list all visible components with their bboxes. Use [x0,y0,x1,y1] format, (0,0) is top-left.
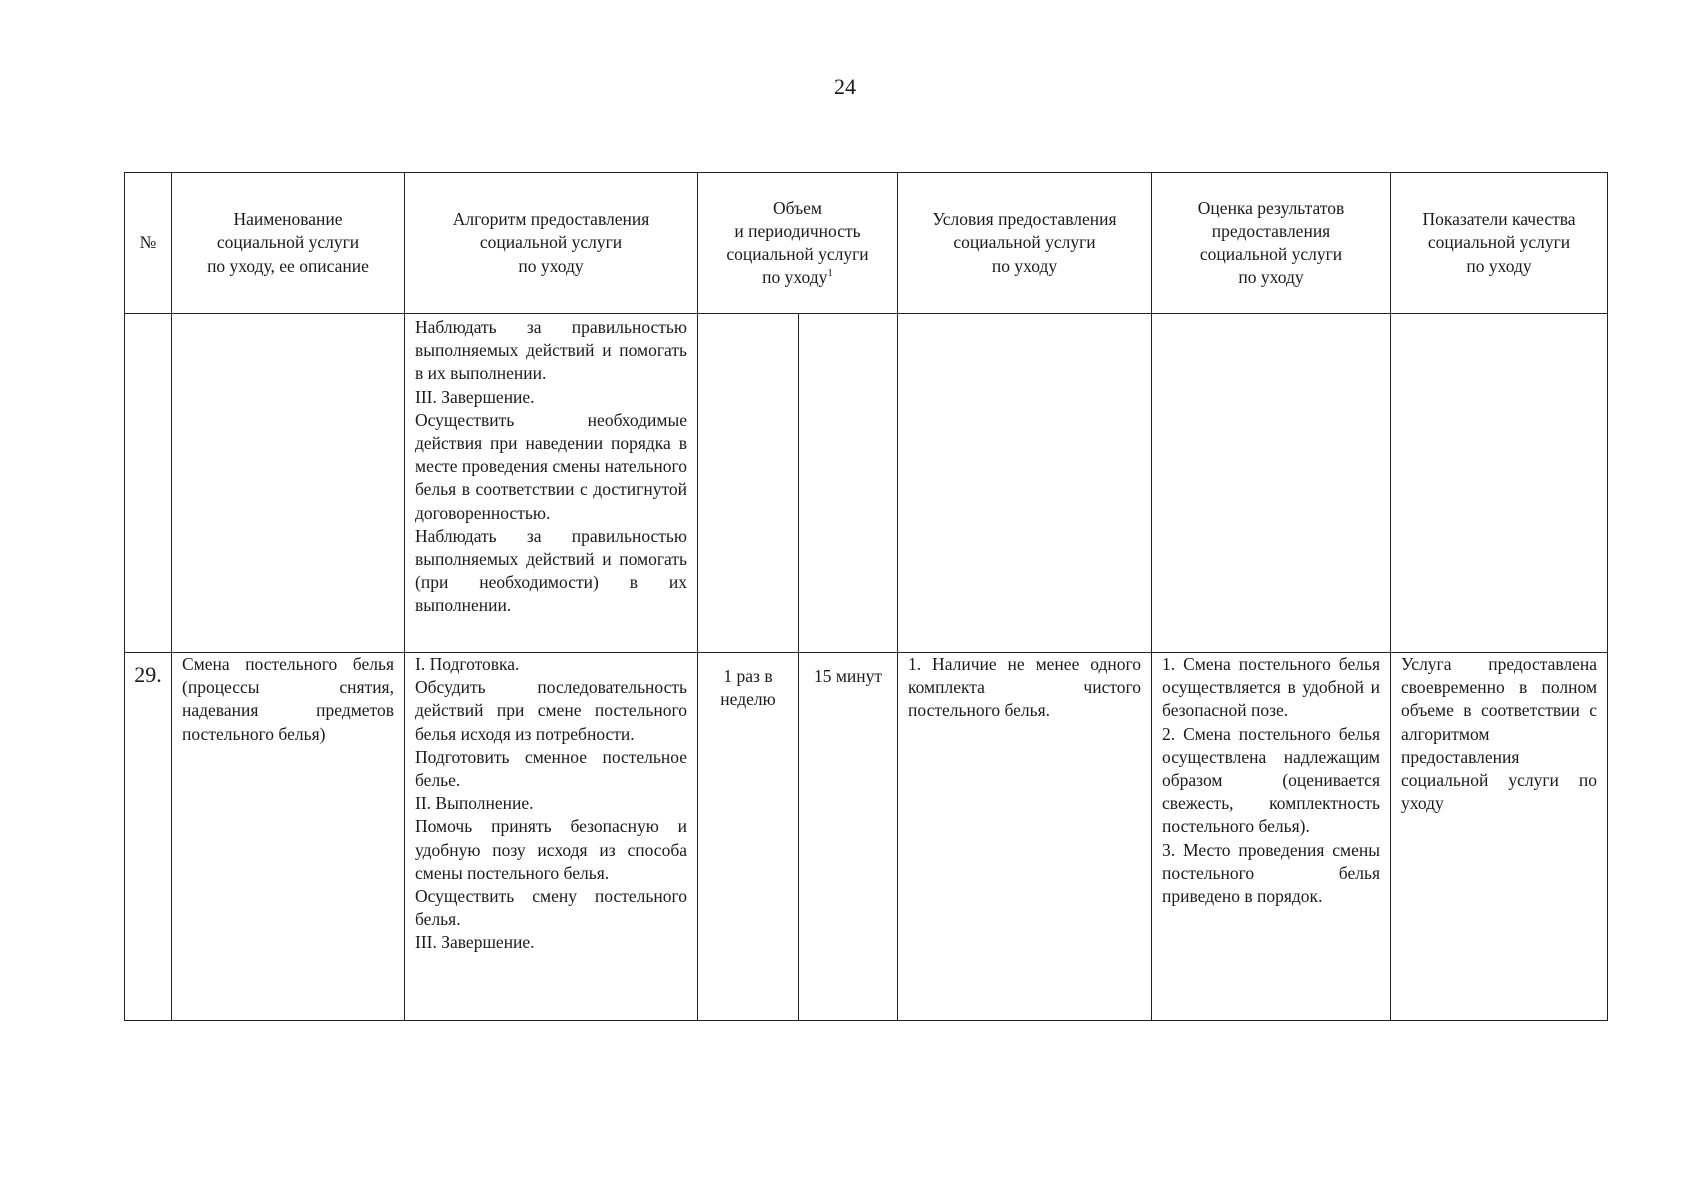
evaluation-item: 3. Место проведения смены постельного белья приведено в порядок. [1162,839,1381,907]
cell-evaluation [1152,653,1391,1021]
header-quality [1391,173,1608,314]
header-line: Показатели качества [1422,209,1576,230]
header-line: по уходу, ее описание [207,255,369,276]
services-table [124,172,1608,1021]
header-line: Алгоритм предоставления [452,209,650,230]
header-evaluation [1152,173,1391,314]
page-number: 24 [834,74,856,99]
cell-conditions [898,314,1152,653]
cell-quality: Услуга предоставлена своевременно в полном объеме в соответствии с алгоритмом предоставления социальной услуги по уходу [1391,653,1608,1021]
header-line: социальной услуги [216,232,360,253]
header-line: Объем [773,197,822,218]
cell-conditions: 1. Наличие не менее одного комплекта чистого постельного белья. [898,653,1152,1021]
header-line: по уходу [518,255,584,276]
cell-algorithm [405,653,698,1021]
algorithm-step: Обсудить последовательность действий при смене постельного белья исходя из потребности. [415,677,687,744]
header-line: по уходу [1466,255,1532,276]
cell-duration: 15 минут [799,653,898,1021]
algorithm-step: Осуществить необходимые действия при наведении порядка в месте проведения смены нательного белья в соответствии с достигнутой договоренностью. [415,409,687,523]
cell-algorithm [405,314,698,653]
algorithm-step: II. Выполнение. [415,793,534,814]
table-row-continuation [125,314,1608,653]
cell-quality [1391,314,1608,653]
table-row-29 [125,653,1608,1021]
header-service-name [172,173,405,314]
header-line: Наименование [233,209,343,230]
header-line: социальной услуги [953,232,1096,253]
header-number: № [125,173,172,314]
cell-number [125,314,172,653]
header-line: Условия предоставления [932,209,1117,230]
header-line: по уходу [1238,267,1304,288]
evaluation-item: 1. Смена постельного белья осуществляется в удобной и безопасной позе. [1162,654,1381,721]
cell-periodicity: 1 раз в неделю [698,653,799,1021]
evaluation-item: 2. Смена постельного белья осуществлена надлежащим образом (оценивается свежесть, комплектность постельного белья). [1162,723,1381,837]
header-line: социальной услуги [479,232,623,253]
header-conditions [898,173,1152,314]
algorithm-step: Осуществить смену постельного белья. [415,886,687,930]
header-algorithm [405,173,698,314]
header-line: предоставления [1211,220,1331,241]
cell-evaluation [1152,314,1391,653]
header-line: Оценка результатов [1197,197,1345,218]
cell-service-name: Смена постельного белья (процессы снятия, надевания предметов постельного белья) [172,653,405,1021]
algorithm-step: Помочь принять безопасную и удобную позу исходя из способа смены постельного белья. [415,816,687,883]
header-line-text: по уходу [762,267,828,288]
header-volume [698,173,898,314]
header-line [706,266,889,289]
header-line: и периодичность [734,220,861,241]
cell-service-name [172,314,405,653]
cell-duration [799,314,898,653]
header-line: социальной услуги [1427,232,1571,253]
algorithm-step: Подготовить сменное постельное белье. [415,746,687,791]
algorithm-step: Наблюдать за правильностью выполняемых действий и помогать (при необходимости) в их выполнении. [415,525,687,616]
algorithm-step: III. Завершение. [415,932,535,953]
header-line: по уходу [991,255,1058,276]
header-line: социальной услуги [1199,244,1343,264]
table-header-row [125,173,1608,314]
header-line: социальной услуги [726,244,869,264]
footnote-marker: 1 [827,267,833,280]
algorithm-step: III. Завершение. [415,386,535,407]
algorithm-step: Наблюдать за правильностью выполняемых действий и помогать в их выполнении. [415,317,687,384]
cell-number: 29. [125,653,172,1021]
cell-periodicity [698,314,799,653]
algorithm-step: I. Подготовка. [415,654,520,674]
